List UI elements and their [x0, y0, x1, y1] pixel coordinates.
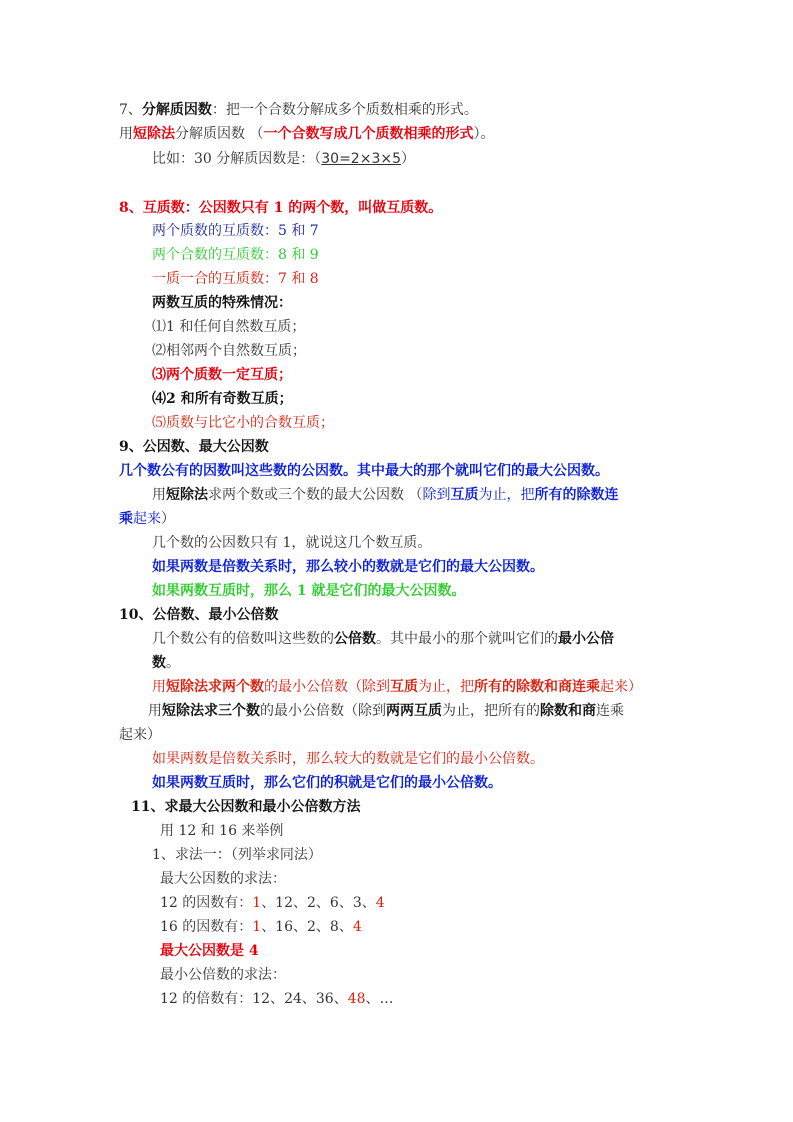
- coprime-example-primes: 两个质数的互质数：5 和 7: [152, 223, 319, 239]
- section-9-note-coprime: 几个数的公因数只有 1，就说这几个数互质。: [152, 535, 432, 551]
- section-7-method: 用短除法分解质因数 （一个合数写成几个质数相乘的形式）。: [119, 126, 495, 142]
- section-9-title: 9、公因数、最大公因数: [119, 439, 269, 455]
- factors-of-12: 12 的因数有：1、12、2、6、3、4: [160, 895, 385, 911]
- section-9-note-multiple: 如果两数是倍数关系时，那么较小的数就是它们的最大公因数。: [152, 559, 544, 575]
- section-10-note-multiple: 如果两数是倍数关系时，那么较大的数就是它们的最小公倍数。: [152, 751, 544, 767]
- special-case-3: ⑶两个质数一定互质；: [152, 367, 292, 383]
- multiples-of-12: 12 的倍数有：12、24、36、48、…: [160, 991, 394, 1007]
- section-9-note-one: 如果两数互质时，那么 1 就是它们的最大公因数。: [152, 583, 466, 599]
- coprime-example-mixed: 一质一合的互质数：7 和 8: [152, 271, 319, 287]
- section-10-title: 10、公倍数、最小公倍数: [119, 607, 279, 623]
- coprime-example-composites: 两个合数的互质数：8 和 9: [152, 247, 319, 263]
- section-10-method-three-cont: 起来）: [119, 727, 161, 743]
- section-7-example: 比如：30 分解质因数是：（30=2×3×5）: [152, 151, 415, 167]
- special-case-2: ⑵相邻两个自然数互质；: [152, 343, 306, 359]
- section-10-method-three: 用短除法求三个数的最小公倍数（除到两两互质为止，把所有的除数和商连乘: [148, 703, 624, 719]
- section-10-definition: 几个数公有的倍数叫这些数的公倍数。其中最小的那个就叫它们的最小公倍: [152, 631, 614, 647]
- gcf-method-title: 最大公因数的求法：: [160, 871, 286, 887]
- section-10-note-coprime: 如果两数互质时，那么它们的积就是它们的最小公倍数。: [152, 775, 502, 791]
- section-9-method: 用短除法求两个数或三个数的最大公因数 （除到互质为止，把所有的除数连: [152, 487, 619, 503]
- section-10-method-two: 用短除法求两个数的最小公倍数（除到互质为止，把所有的除数和商连乘起来）: [152, 679, 642, 695]
- special-case-5: ⑸质数与比它小的合数互质；: [152, 415, 334, 431]
- section-11-intro: 用 12 和 16 来举例: [160, 823, 284, 839]
- lcm-method-title: 最小公倍数的求法：: [160, 967, 286, 983]
- section-7-heading: 7、分解质因数：把一个合数分解成多个质数相乘的形式。: [119, 102, 478, 118]
- special-cases-title: 两数互质的特殊情况：: [152, 295, 292, 311]
- section-9-method-cont: 乘起来）: [119, 511, 175, 527]
- method-one-heading: 1、求法一：（列举求同法）: [152, 847, 322, 863]
- factors-of-16: 16 的因数有：1、16、2、8、4: [160, 919, 362, 935]
- special-case-4: ⑷2 和所有奇数互质；: [152, 391, 293, 407]
- section-8-title: 8、互质数：公因数只有 1 的两个数，叫做互质数。: [119, 200, 443, 216]
- section-9-definition: 几个数公有的因数叫这些数的公因数。其中最大的那个就叫它们的最大公因数。: [119, 463, 609, 479]
- gcf-result: 最大公因数是 4: [160, 943, 259, 959]
- special-case-1: ⑴1 和任何自然数互质；: [152, 319, 306, 335]
- section-10-definition-cont: 数。: [152, 655, 180, 671]
- section-11-title: 11、求最大公因数和最小公倍数方法: [131, 799, 361, 815]
